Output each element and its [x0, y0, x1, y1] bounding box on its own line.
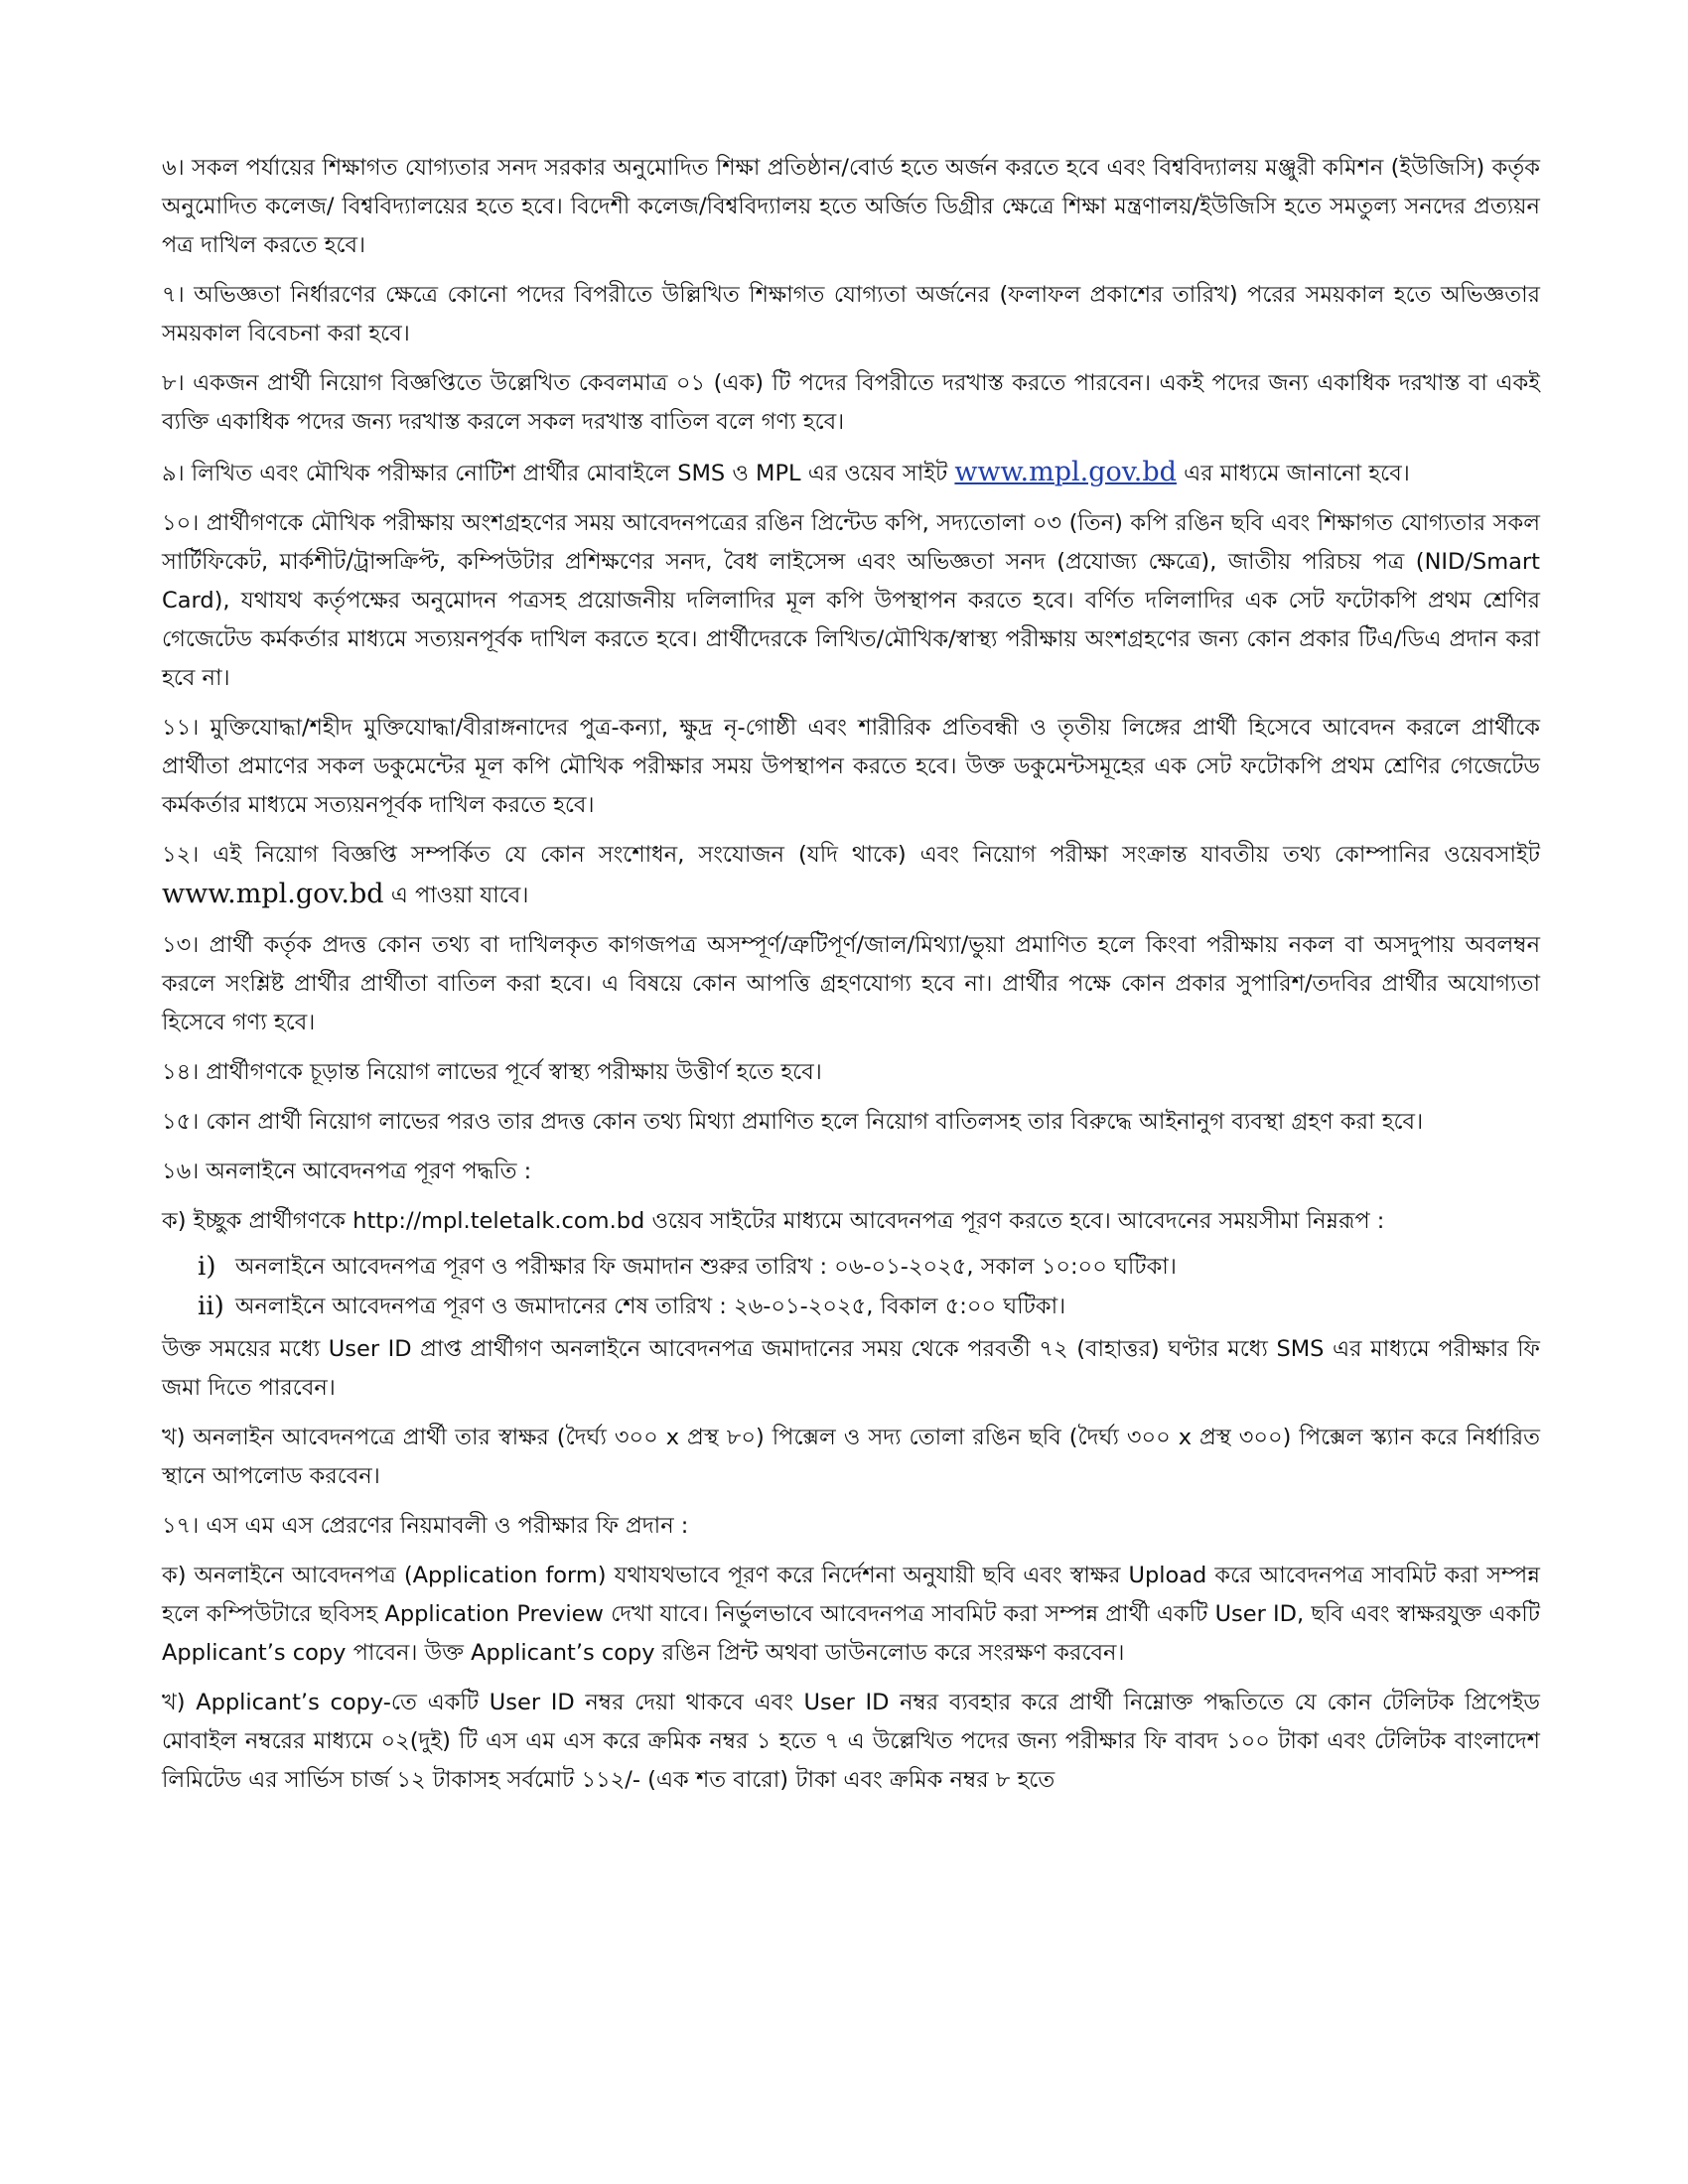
list-item-number: i)	[198, 1252, 216, 1282]
paragraph-12	[162, 836, 1540, 915]
paragraph-12-text-after: এ পাওয়া যাবে।	[383, 883, 529, 908]
paragraph-17-kha: খ) Applicant’s copy-তে একটি User ID নম্বর দেয়া থাকবে এবং User ID নম্বর ব্যবহার করে প্রার্থী নিম্নোক্ত পদ্ধতিতে যে কোন টেলিটক প্রিপেইড মোবাইল নম্বরের মাধ্যমে ০২(দুই) টি এস এম এস করে ক্রমিক নম্বর ১ হতে ৭ এ উল্লেখিত পদের জন্য পরীক্ষার ফি বাবদ ১০০ টাকা এবং টেলিটক বাংলাদেশ লিমিটেড এর সার্ভিস চার্জ ১২ টাকাসহ সর্বমোট ১১২/- (এক শত বারো) টাকা এবং ক্রমিক নম্বর ৮ হতে	[162, 1690, 1540, 1793]
paragraph-13: ১৩। প্রার্থী কর্তৃক প্রদত্ত কোন তথ্য বা দাখিলকৃত কাগজপত্র অসম্পূর্ণ/ত্রুটিপূর্ণ/জাল/মিথ্যা/ভুয়া প্রমাণিত হলে কিংবা পরীক্ষায় নকল বা অসদুপায় অবলম্বন করলে সংশ্লিষ্ট প্রার্থীর প্রার্থীতা বাতিল করা হবে। এ বিষয়ে কোন আপত্তি গ্রহণযোগ্য হবে না। প্রার্থীর পক্ষে কোন প্রকার সুপারিশ/তদবির প্রার্থীর অযোগ্যতা হিসেবে গণ্য হবে।	[162, 932, 1540, 1035]
paragraph-12-text-before: ১২। এই নিয়োগ বিজ্ঞপ্তি সম্পর্কিত যে কোন সংশোধন, সংযোজন (যদি থাকে) এবং নিয়োগ পরীক্ষা সংক্রান্ত যাবতীয় তথ্য কোম্পানির ওয়েবসাইট	[162, 842, 1540, 868]
paragraph-6: ৬। সকল পর্যায়ের শিক্ষাগত যোগ্যতার সনদ সরকার অনুমোদিত শিক্ষা প্রতিষ্ঠান/বোর্ড হতে অর্জন করতে হবে এবং বিশ্ববিদ্যালয় মঞ্জুরী কমিশন (ইউজিসি) কর্তৃক অনুমোদিত কলেজ/ বিশ্ববিদ্যালয়ের হতে হবে। বিদেশী কলেজ/বিশ্ববিদ্যালয় হতে অর্জিত ডিগ্রীর ক্ষেত্রে শিক্ষা মন্ত্রণালয়/ইউজিসি হতে সমতুল্য সনদের প্রত্যয়ন পত্র দাখিল করতে হবে।	[162, 155, 1540, 258]
document-page	[162, 149, 1540, 1811]
application-schedule-list	[162, 1247, 1540, 1326]
paragraph-15: ১৫। কোন প্রার্থী নিয়োগ লাভের পরও তার প্রদত্ত কোন তথ্য মিথ্যা প্রমাণিত হলে নিয়োগ বাতিলসহ তার বিরুদ্ধে আইনানুগ ব্যবস্থা গ্রহণ করা হবে।	[162, 1109, 1424, 1135]
paragraph-9-text-before: ৯। লিখিত এবং মৌখিক পরীক্ষার নোটিশ প্রার্থীর মোবাইলে SMS ও MPL এর ওয়েব সাইট	[162, 461, 955, 486]
mpl-website-link[interactable]: www.mpl.gov.bd	[954, 457, 1177, 487]
list-item-text: অনলাইনে আবেদনপত্র পূরণ ও পরীক্ষার ফি জমাদান শুরুর তারিখ : ০৬-০১-২০২৫, সকাল ১০:০০ ঘটিকা।	[235, 1254, 1177, 1280]
paragraph-17-ka: ক) অনলাইনে আবেদনপত্র (Application form) যথাযথভাবে পূরণ করে নির্দেশনা অনুযায়ী ছবি এবং স্বাক্ষর Upload করে আবেদনপত্র সাবমিট করা সম্পন্ন হলে কম্পিউটারে ছবিসহ Application Preview দেখা যাবে। নির্ভুলভাবে আবেদনপত্র সাবমিট করা সম্পন্ন প্রার্থী একটি User ID, ছবি এবং স্বাক্ষরযুক্ত একটি Applicant’s copy পাবেন। উক্ত Applicant’s copy রঙিন প্রিন্ট অথবা ডাউনলোড করে সংরক্ষণ করবেন।	[162, 1563, 1540, 1666]
paragraph-16-heading: ১৬। অনলাইনে আবেদনপত্র পূরণ পদ্ধতি :	[162, 1159, 532, 1184]
paragraph-17-heading: ১৭। এস এম এস প্রেরণের নিয়মাবলী ও পরীক্ষার ফি প্রদান :	[162, 1513, 689, 1539]
list-item	[198, 1287, 1540, 1326]
mpl-website-text: www.mpl.gov.bd	[162, 879, 384, 909]
paragraph-9	[162, 453, 1540, 493]
paragraph-9-text-after: এর মাধ্যমে জানানো হবে।	[1176, 461, 1410, 486]
paragraph-16-kha: খ) অনলাইন আবেদনপত্রে প্রার্থী তার স্বাক্ষর (দৈর্ঘ্য ৩০০ x প্রস্থ ৮০) পিক্সেল ও সদ্য তোলা রঙিন ছবি (দৈর্ঘ্য ৩০০ x প্রস্থ ৩০০) পিক্সেল স্ক্যান করে নির্ধারিত স্থানে আপলোড করবেন।	[162, 1425, 1540, 1489]
paragraph-8: ৮। একজন প্রার্থী নিয়োগ বিজ্ঞপ্তিতে উল্লেখিত কেবলমাত্র ০১ (এক) টি পদের বিপরীতে দরখাস্ত করতে পারবেন। একই পদের জন্য একাধিক দরখাস্ত বা একই ব্যক্তি একাধিক পদের জন্য দরখাস্ত করলে সকল দরখাস্ত বাতিল বলে গণ্য হবে।	[162, 370, 1540, 435]
list-item	[198, 1247, 1540, 1287]
list-item-text: অনলাইনে আবেদনপত্র পূরণ ও জমাদানের শেষ তারিখ : ২৬-০১-২০২৫, বিকাল ৫:০০ ঘটিকা।	[235, 1294, 1066, 1319]
paragraph-14: ১৪। প্রার্থীগণকে চূড়ান্ত নিয়োগ লাভের পূর্বে স্বাস্থ্য পরীক্ষায় উত্তীর্ণ হতে হবে।	[162, 1059, 822, 1085]
paragraph-7: ৭। অভিজ্ঞতা নির্ধারণের ক্ষেত্রে কোনো পদের বিপরীতে উল্লিখিত শিক্ষাগত যোগ্যতা অর্জনের (ফলাফল প্রকাশের তারিখ) পরের সময়কাল হতে অভিজ্ঞতার সময়কাল বিবেচনা করা হবে।	[162, 282, 1540, 346]
paragraph-16-ka: ক) ইচ্ছুক প্রার্থীগণকে http://mpl.teletalk.com.bd ওয়েব সাইটের মাধ্যমে আবেদনপত্র পূরণ করতে হবে। আবেদনের সময়সীমা নিম্নরূপ :	[162, 1208, 1385, 1234]
paragraph-user-id-sms: উক্ত সময়ের মধ্যে User ID প্রাপ্ত প্রার্থীগণ অনলাইনে আবেদনপত্র জমাদানের সময় থেকে পরবর্তী ৭২ (বাহাত্তর) ঘণ্টার মধ্যে SMS এর মাধ্যমে পরীক্ষার ফি জমা দিতে পারবেন।	[162, 1336, 1540, 1401]
paragraph-11: ১১। মুক্তিযোদ্ধা/শহীদ মুক্তিযোদ্ধা/বীরাঙ্গনাদের পুত্র-কন্যা, ক্ষুদ্র নৃ-গোষ্ঠী এবং শারীরিক প্রতিবন্ধী ও তৃতীয় লিঙ্গের প্রার্থী হিসেবে আবেদন করলে প্রার্থীকে প্রার্থীতা প্রমাণের সকল ডকুমেন্টের মূল কপি মৌখিক পরীক্ষার সময় উপস্থাপন করতে হবে। উক্ত ডকুমেন্টসমূহের এক সেট ফটোকপি প্রথম শ্রেণির গেজেটেড কর্মকর্তার মাধ্যমে সত্যয়নপূর্বক দাখিল করতে হবে।	[162, 715, 1540, 818]
paragraph-10: ১০। প্রার্থীগণকে মৌখিক পরীক্ষায় অংশগ্রহণের সময় আবেদনপত্রের রঙিন প্রিন্টেড কপি, সদ্যতোলা ০৩ (তিন) কপি রঙিন ছবি এবং শিক্ষাগত যোগ্যতার সকল সার্টিফিকেট, মার্কশীট/ট্রান্সক্রিপ্ট, কম্পিউটার প্রশিক্ষণের সনদ, বৈধ লাইসেন্স এবং অভিজ্ঞতা সনদ (প্রযোজ্য ক্ষেত্রে), জাতীয় পরিচয় পত্র (NID/Smart Card), যথাযথ কর্তৃপক্ষের অনুমোদন পত্রসহ প্রয়োজনীয় দলিলাদির মূল কপি উপস্থাপন করতে হবে। বর্ণিত দলিলাদির এক সেট ফটোকপি প্রথম শ্রেণির গেজেটেড কর্মকর্তার মাধ্যমে সত্যয়নপূর্বক দাখিল করতে হবে। প্রার্থীদেরকে লিখিত/মৌখিক/স্বাস্থ্য পরীক্ষায় অংশগ্রহণের জন্য কোন প্রকার টিএ/ডিএ প্রদান করা হবে না।	[162, 510, 1540, 691]
list-item-number: ii)	[198, 1292, 224, 1321]
